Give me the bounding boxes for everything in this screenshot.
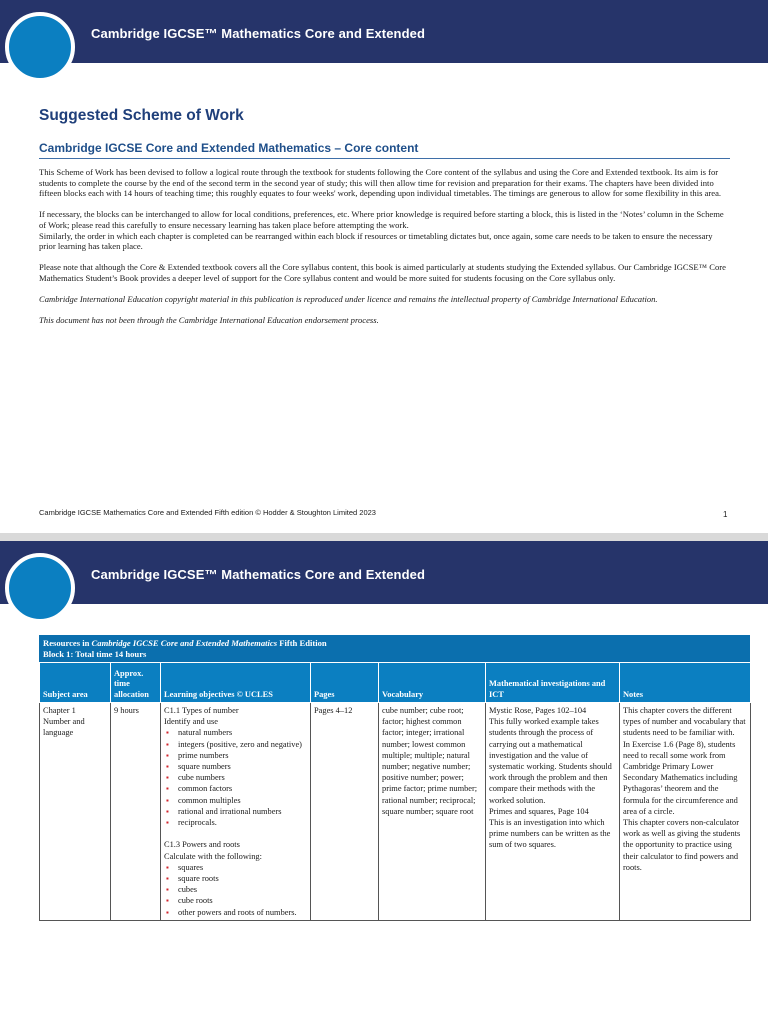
table-row — [40, 703, 751, 921]
column-header: Mathematical investigations and ICT — [486, 663, 620, 703]
header-title: Cambridge IGCSE™ Mathematics Core and Extended — [91, 567, 426, 582]
note-text: In Exercise 1.6 (Page 8), students need to recall some work from Cambridge Primary Lower Secondary Mathematics including Pythagoras’ theorem and the formula for the circumference and area of a circle. — [623, 739, 738, 816]
section-subtitle: Cambridge IGCSE Core and Extended Mathematics – Core content — [39, 141, 730, 159]
paragraph: If necessary, the blocks can be interchanged to allow for local conditions, preferences, etc. Where prior knowledge is required before starting a block, this is listed in the ‘Notes’ column in the Scheme of Work; please read this carefully to ensure necessary learning has taken place before attempting the work. — [39, 209, 724, 230]
list-item: ▪ cube numbers — [164, 772, 307, 783]
block-title: Block 1: Total time 14 hours — [43, 648, 147, 659]
logo-circle-icon — [5, 12, 75, 82]
list-item: ▪ other powers and roots of numbers. — [164, 907, 307, 918]
table-header-row — [40, 663, 751, 703]
scheme-of-work-table — [39, 662, 751, 921]
paragraph: Please note that although the Core & Extended textbook covers all the Core syllabus content, this book is aimed particularly at students studying the Extended syllabus. Our Cambridge IGCSE™ Core Mathematics Student’s Book provides a deeper level of support for the Core syllabus content and would be more suited for students focusing on the Core syllabus only. — [39, 262, 726, 283]
list-item: ▪ squares — [164, 862, 307, 873]
investigation-title: Primes and squares, Page 104 — [489, 806, 589, 816]
caption-prefix: Resources in — [43, 638, 92, 648]
chapter-label: Chapter 1 — [43, 706, 76, 715]
paragraph: This Scheme of Work has been devised to follow a logical route through the textbook for students following the Core content of the syllabus and using the Core and Extended textbook. Its aim is for students to complete the course by the end of the second term in the second year of study; this will then allow time for revision and preparation for their exams. The chapters have been divided into fifteen blocks each with 14 hours of teaching time; this roughly equates to four weeks' work, depending upon individual timetables. The timings are generous to allow for some flexibility in this area. — [39, 167, 722, 199]
logo-circle-icon — [5, 553, 75, 623]
header-banner — [0, 541, 768, 604]
chapter-name: Number and language — [43, 717, 85, 738]
list-item: ▪ square roots — [164, 873, 307, 884]
page-title: Suggested Scheme of Work — [39, 107, 244, 124]
column-header: Learning objectives © UCLES — [161, 663, 311, 703]
list-item: ▪ cube roots — [164, 895, 307, 906]
investigations-cell — [486, 703, 620, 921]
footer-text: Cambridge IGCSE Mathematics Core and Extended Fifth edition © Hodder & Stoughton Limited 2023 — [39, 508, 376, 517]
investigation-text: This fully worked example takes students through the process of carrying out a mathematical investigation and the value of systematic working. Students should work through the problem and then compare their methods with the worked solution. — [489, 717, 612, 805]
header-banner — [0, 0, 768, 63]
list-item: ▪ natural numbers — [164, 727, 307, 738]
page-number: 1 — [723, 510, 728, 519]
vocabulary-cell: cube number; cube root; factor; highest common factor; integer; irrational number; lowest common multiple; multiple; natural number; negative number; positive number; power; prime factor; prime number; rational number; reciprocal; square number; square root — [379, 703, 486, 921]
note-text: This chapter covers non-calculator work as well as giving the students the opportunity to practice using their calculator to find powers and roots. — [623, 818, 741, 872]
endorsement-note: This document has not been through the Cambridge International Education endorsement process. — [39, 315, 379, 326]
pages-cell: Pages 4–12 — [311, 703, 379, 921]
column-header: Approx. time allocation — [111, 663, 161, 703]
intro-text — [39, 167, 731, 337]
caption-edition: Fifth Edition — [277, 638, 327, 648]
scheme-table — [39, 635, 750, 921]
list-item: ▪ reciprocals. — [164, 817, 307, 828]
objective-list — [164, 727, 307, 828]
list-item: ▪ common factors — [164, 783, 307, 794]
list-item: ▪ prime numbers — [164, 750, 307, 761]
list-item: ▪ rational and irrational numbers — [164, 806, 307, 817]
objectives-cell — [161, 703, 311, 921]
paragraph: Similarly, the order in which each chapter is completed can be rearranged within each block if resources or timetabling dictates but, once again, some care needs to be taken to ensure the necessary prior learning has taken place. — [39, 230, 713, 252]
objective-intro: Identify and use — [164, 717, 218, 727]
column-header: Notes — [620, 663, 751, 703]
column-header: Vocabulary — [379, 663, 486, 703]
investigation-text: This is an investigation into which prime numbers can be written as the sum of two squares. — [489, 818, 611, 850]
book-title: Cambridge IGCSE Core and Extended Mathematics — [91, 638, 278, 648]
column-header: Subject area — [40, 663, 111, 703]
list-item: ▪ cubes — [164, 884, 307, 895]
note-text: This chapter covers the different types of number and vocabulary that students need to be familiar with. — [623, 706, 746, 738]
column-header: Pages — [311, 663, 379, 703]
objective-title: C1.1 Types of number — [164, 706, 239, 715]
objective-title: C1.3 Powers and roots — [164, 840, 240, 850]
objective-intro: Calculate with the following: — [164, 851, 262, 861]
time-cell: 9 hours — [111, 703, 161, 921]
list-item: ▪ square numbers — [164, 761, 307, 772]
page-2 — [0, 541, 768, 1024]
objective-list — [164, 862, 307, 918]
list-item: ▪ common multiples — [164, 795, 307, 806]
header-title: Cambridge IGCSE™ Mathematics Core and Extended — [91, 26, 426, 41]
investigation-title: Mystic Rose, Pages 102–104 — [489, 706, 587, 715]
table-caption — [39, 635, 750, 662]
copyright-note: Cambridge International Education copyright material in this publication is reproduced under licence and remains the intellectual property of Cambridge International Education. — [39, 294, 658, 305]
subject-cell — [40, 703, 111, 921]
list-item: ▪ integers (positive, zero and negative) — [164, 739, 307, 750]
notes-cell — [620, 703, 751, 921]
